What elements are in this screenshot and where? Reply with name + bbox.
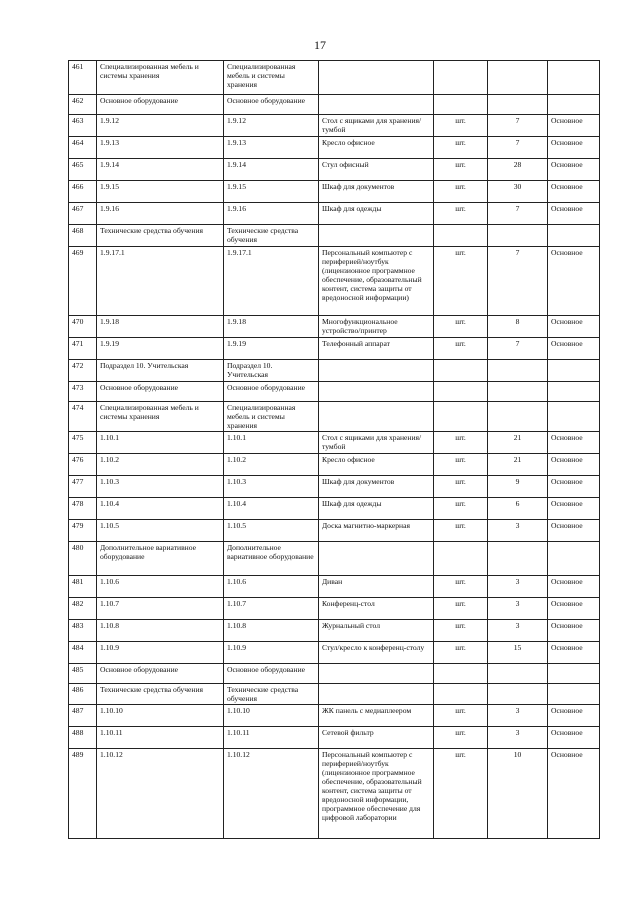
item-name-cell: Стул офисный xyxy=(319,159,434,181)
unit-cell: шт. xyxy=(434,576,488,598)
unit-cell: шт. xyxy=(434,247,488,316)
unit-cell: шт. xyxy=(434,316,488,338)
section-name-cell: 1.10.4 xyxy=(97,498,224,520)
section-name-cell: Технические средства обучения xyxy=(97,225,224,247)
equipment-type-cell: Основное xyxy=(548,749,600,839)
quantity-cell xyxy=(488,95,548,115)
table-row xyxy=(69,382,600,402)
unit-cell: шт. xyxy=(434,115,488,137)
section-code-cell: 1.10.12 xyxy=(224,749,319,839)
section-name-cell: 1.10.2 xyxy=(97,454,224,476)
section-code-cell: 1.10.7 xyxy=(224,598,319,620)
section-code-cell: Специализированная мебель и системы хранения xyxy=(224,402,319,432)
row-number-cell: 478 xyxy=(69,498,97,520)
item-name-cell xyxy=(319,402,434,432)
item-name-cell: Диван xyxy=(319,576,434,598)
item-name-cell xyxy=(319,664,434,684)
equipment-type-cell: Основное xyxy=(548,115,600,137)
section-code-cell: Основное оборудование xyxy=(224,95,319,115)
row-number-cell: 480 xyxy=(69,542,97,576)
row-number-cell: 473 xyxy=(69,382,97,402)
item-name-cell: Персональный компьютер с периферией/ноутбук (лицензионное программное обеспечение, образовательный контент, система защиты от вредоносной информации, программное обеспечение для цифровой лаборатории xyxy=(319,749,434,839)
unit-cell xyxy=(434,402,488,432)
table-row xyxy=(69,181,600,203)
quantity-cell: 7 xyxy=(488,115,548,137)
section-code-cell: 1.9.17.1 xyxy=(224,247,319,316)
item-name-cell: Персональный компьютер с периферией/ноутбук (лицензионное программное обеспечение, образовательный контент, система защиты от вредоносной информации) xyxy=(319,247,434,316)
section-name-cell: 1.10.5 xyxy=(97,520,224,542)
item-name-cell: Конференц-стол xyxy=(319,598,434,620)
table-row xyxy=(69,454,600,476)
section-code-cell: 1.10.3 xyxy=(224,476,319,498)
table-row xyxy=(69,115,600,137)
table-row xyxy=(69,432,600,454)
quantity-cell: 21 xyxy=(488,454,548,476)
section-code-cell: 1.9.15 xyxy=(224,181,319,203)
page-number: 17 xyxy=(314,38,326,52)
unit-cell: шт. xyxy=(434,432,488,454)
section-name-cell: Подраздел 10. Учительская xyxy=(97,360,224,382)
section-code-cell: Технические средства обучения xyxy=(224,684,319,705)
equipment-type-cell: Основное xyxy=(548,727,600,749)
table-row xyxy=(69,476,600,498)
section-name-cell: 1.9.15 xyxy=(97,181,224,203)
table-row xyxy=(69,316,600,338)
section-name-cell: 1.9.12 xyxy=(97,115,224,137)
section-name-cell: 1.9.18 xyxy=(97,316,224,338)
item-name-cell: Телефонный аппарат xyxy=(319,338,434,360)
section-code-cell: 1.10.1 xyxy=(224,432,319,454)
equipment-type-cell: Основное xyxy=(548,137,600,159)
quantity-cell: 3 xyxy=(488,727,548,749)
table-row xyxy=(69,203,600,225)
item-name-cell: Шкаф для документов xyxy=(319,181,434,203)
table-row xyxy=(69,225,600,247)
equipment-type-cell: Основное xyxy=(548,316,600,338)
row-number-cell: 477 xyxy=(69,476,97,498)
item-name-cell: Шкаф для документов xyxy=(319,476,434,498)
table-row xyxy=(69,520,600,542)
unit-cell xyxy=(434,61,488,95)
unit-cell xyxy=(434,360,488,382)
row-number-cell: 469 xyxy=(69,247,97,316)
unit-cell xyxy=(434,542,488,576)
section-name-cell: Технические средства обучения xyxy=(97,684,224,705)
section-name-cell: 1.10.6 xyxy=(97,576,224,598)
equipment-type-cell: Основное xyxy=(548,598,600,620)
equipment-type-cell xyxy=(548,664,600,684)
item-name-cell: Кресло офисное xyxy=(319,137,434,159)
quantity-cell: 28 xyxy=(488,159,548,181)
row-number-cell: 475 xyxy=(69,432,97,454)
unit-cell xyxy=(434,382,488,402)
table-row xyxy=(69,598,600,620)
item-name-cell: Стол с ящиками для хранения/тумбой xyxy=(319,115,434,137)
section-name-cell: 1.9.17.1 xyxy=(97,247,224,316)
section-code-cell: 1.9.12 xyxy=(224,115,319,137)
equipment-type-cell: Основное xyxy=(548,454,600,476)
section-name-cell: Специализированная мебель и системы хранения xyxy=(97,61,224,95)
item-name-cell: Многофункциональное устройство/принтер xyxy=(319,316,434,338)
section-code-cell: 1.10.5 xyxy=(224,520,319,542)
table-row xyxy=(69,402,600,432)
quantity-cell: 30 xyxy=(488,181,548,203)
item-name-cell xyxy=(319,684,434,705)
row-number-cell: 464 xyxy=(69,137,97,159)
unit-cell: шт. xyxy=(434,203,488,225)
section-name-cell: Дополнительное вариативное оборудование xyxy=(97,542,224,576)
quantity-cell xyxy=(488,225,548,247)
equipment-type-cell: Основное xyxy=(548,338,600,360)
equipment-type-cell xyxy=(548,402,600,432)
item-name-cell xyxy=(319,225,434,247)
section-name-cell: Специализированная мебель и системы хранения xyxy=(97,402,224,432)
unit-cell xyxy=(434,684,488,705)
quantity-cell: 3 xyxy=(488,598,548,620)
unit-cell: шт. xyxy=(434,705,488,727)
equipment-type-cell: Основное xyxy=(548,432,600,454)
unit-cell: шт. xyxy=(434,620,488,642)
quantity-cell: 7 xyxy=(488,203,548,225)
table-row xyxy=(69,620,600,642)
quantity-cell: 21 xyxy=(488,432,548,454)
equipment-type-cell: Основное xyxy=(548,181,600,203)
row-number-cell: 484 xyxy=(69,642,97,664)
item-name-cell: Шкаф для одежды xyxy=(319,203,434,225)
quantity-cell xyxy=(488,664,548,684)
section-code-cell: 1.9.13 xyxy=(224,137,319,159)
quantity-cell xyxy=(488,61,548,95)
unit-cell xyxy=(434,664,488,684)
row-number-cell: 467 xyxy=(69,203,97,225)
section-name-cell: 1.10.8 xyxy=(97,620,224,642)
quantity-cell: 7 xyxy=(488,338,548,360)
unit-cell: шт. xyxy=(434,749,488,839)
section-name-cell: 1.10.1 xyxy=(97,432,224,454)
table-row xyxy=(69,705,600,727)
quantity-cell: 3 xyxy=(488,576,548,598)
quantity-cell: 6 xyxy=(488,498,548,520)
section-code-cell: Подраздел 10. Учительская xyxy=(224,360,319,382)
section-name-cell: Основное оборудование xyxy=(97,664,224,684)
unit-cell: шт. xyxy=(434,642,488,664)
table-row xyxy=(69,95,600,115)
section-code-cell: 1.10.4 xyxy=(224,498,319,520)
row-number-cell: 481 xyxy=(69,576,97,598)
section-code-cell: 1.10.10 xyxy=(224,705,319,727)
equipment-type-cell xyxy=(548,225,600,247)
section-name-cell: 1.10.9 xyxy=(97,642,224,664)
quantity-cell: 15 xyxy=(488,642,548,664)
section-name-cell: 1.10.12 xyxy=(97,749,224,839)
item-name-cell: Сетевой фильтр xyxy=(319,727,434,749)
row-number-cell: 476 xyxy=(69,454,97,476)
row-number-cell: 463 xyxy=(69,115,97,137)
section-name-cell: Основное оборудование xyxy=(97,95,224,115)
quantity-cell xyxy=(488,382,548,402)
item-name-cell xyxy=(319,61,434,95)
quantity-cell xyxy=(488,360,548,382)
row-number-cell: 485 xyxy=(69,664,97,684)
quantity-cell xyxy=(488,402,548,432)
table-row xyxy=(69,159,600,181)
quantity-cell xyxy=(488,684,548,705)
quantity-cell: 3 xyxy=(488,620,548,642)
row-number-cell: 489 xyxy=(69,749,97,839)
equipment-type-cell: Основное xyxy=(548,576,600,598)
section-code-cell: Специализированная мебель и системы хранения xyxy=(224,61,319,95)
unit-cell: шт. xyxy=(434,727,488,749)
quantity-cell: 7 xyxy=(488,247,548,316)
row-number-cell: 471 xyxy=(69,338,97,360)
table-row xyxy=(69,576,600,598)
equipment-type-cell: Основное xyxy=(548,705,600,727)
row-number-cell: 482 xyxy=(69,598,97,620)
item-name-cell xyxy=(319,542,434,576)
equipment-type-cell xyxy=(548,61,600,95)
section-code-cell: 1.10.11 xyxy=(224,727,319,749)
section-name-cell: Основное оборудование xyxy=(97,382,224,402)
equipment-type-cell: Основное xyxy=(548,498,600,520)
table-row xyxy=(69,749,600,839)
section-code-cell: 1.10.9 xyxy=(224,642,319,664)
section-code-cell: 1.9.19 xyxy=(224,338,319,360)
section-name-cell: 1.9.13 xyxy=(97,137,224,159)
row-number-cell: 487 xyxy=(69,705,97,727)
quantity-cell: 10 xyxy=(488,749,548,839)
section-code-cell: 1.10.8 xyxy=(224,620,319,642)
table-row xyxy=(69,247,600,316)
row-number-cell: 472 xyxy=(69,360,97,382)
section-code-cell: 1.9.16 xyxy=(224,203,319,225)
quantity-cell: 9 xyxy=(488,476,548,498)
table-row xyxy=(69,727,600,749)
unit-cell: шт. xyxy=(434,498,488,520)
unit-cell: шт. xyxy=(434,181,488,203)
section-name-cell: 1.10.11 xyxy=(97,727,224,749)
quantity-cell: 3 xyxy=(488,705,548,727)
table-row xyxy=(69,684,600,705)
equipment-type-cell xyxy=(548,684,600,705)
section-name-cell: 1.10.7 xyxy=(97,598,224,620)
quantity-cell: 8 xyxy=(488,316,548,338)
quantity-cell: 3 xyxy=(488,520,548,542)
row-number-cell: 474 xyxy=(69,402,97,432)
unit-cell: шт. xyxy=(434,476,488,498)
table-row xyxy=(69,542,600,576)
row-number-cell: 488 xyxy=(69,727,97,749)
quantity-cell: 7 xyxy=(488,137,548,159)
section-code-cell: 1.9.14 xyxy=(224,159,319,181)
row-number-cell: 479 xyxy=(69,520,97,542)
section-code-cell: Технические средства обучения xyxy=(224,225,319,247)
row-number-cell: 466 xyxy=(69,181,97,203)
equipment-type-cell: Основное xyxy=(548,476,600,498)
equipment-type-cell xyxy=(548,382,600,402)
row-number-cell: 468 xyxy=(69,225,97,247)
table-row xyxy=(69,338,600,360)
item-name-cell: Шкаф для одежды xyxy=(319,498,434,520)
equipment-table xyxy=(68,60,600,839)
unit-cell: шт. xyxy=(434,338,488,360)
section-name-cell: 1.10.3 xyxy=(97,476,224,498)
table-row xyxy=(69,137,600,159)
row-number-cell: 483 xyxy=(69,620,97,642)
item-name-cell xyxy=(319,95,434,115)
item-name-cell: Кресло офисное xyxy=(319,454,434,476)
section-code-cell: Основное оборудование xyxy=(224,382,319,402)
item-name-cell: Стул/кресло к конференц-столу xyxy=(319,642,434,664)
section-code-cell: 1.10.2 xyxy=(224,454,319,476)
section-name-cell: 1.9.16 xyxy=(97,203,224,225)
quantity-cell xyxy=(488,542,548,576)
unit-cell: шт. xyxy=(434,159,488,181)
item-name-cell xyxy=(319,382,434,402)
section-code-cell: 1.10.6 xyxy=(224,576,319,598)
equipment-type-cell: Основное xyxy=(548,203,600,225)
table-row xyxy=(69,61,600,95)
row-number-cell: 462 xyxy=(69,95,97,115)
row-number-cell: 461 xyxy=(69,61,97,95)
equipment-type-cell: Основное xyxy=(548,520,600,542)
unit-cell xyxy=(434,95,488,115)
unit-cell: шт. xyxy=(434,598,488,620)
equipment-type-cell: Основное xyxy=(548,620,600,642)
item-name-cell: ЖК панель с медиаплеером xyxy=(319,705,434,727)
equipment-type-cell xyxy=(548,542,600,576)
item-name-cell xyxy=(319,360,434,382)
section-name-cell: 1.10.10 xyxy=(97,705,224,727)
unit-cell: шт. xyxy=(434,454,488,476)
unit-cell xyxy=(434,225,488,247)
equipment-type-cell: Основное xyxy=(548,642,600,664)
item-name-cell: Доска магнитно-маркерная xyxy=(319,520,434,542)
item-name-cell: Стол с ящиками для хранения/тумбой xyxy=(319,432,434,454)
row-number-cell: 486 xyxy=(69,684,97,705)
unit-cell: шт. xyxy=(434,520,488,542)
table-row xyxy=(69,642,600,664)
equipment-type-cell: Основное xyxy=(548,247,600,316)
table-row xyxy=(69,664,600,684)
section-name-cell: 1.9.19 xyxy=(97,338,224,360)
row-number-cell: 470 xyxy=(69,316,97,338)
equipment-type-cell: Основное xyxy=(548,159,600,181)
row-number-cell: 465 xyxy=(69,159,97,181)
equipment-type-cell xyxy=(548,360,600,382)
section-code-cell: Дополнительное вариативное оборудование xyxy=(224,542,319,576)
equipment-type-cell xyxy=(548,95,600,115)
section-name-cell: 1.9.14 xyxy=(97,159,224,181)
table-row xyxy=(69,360,600,382)
unit-cell: шт. xyxy=(434,137,488,159)
item-name-cell: Журнальный стол xyxy=(319,620,434,642)
table-row xyxy=(69,498,600,520)
section-code-cell: 1.9.18 xyxy=(224,316,319,338)
section-code-cell: Основное оборудование xyxy=(224,664,319,684)
